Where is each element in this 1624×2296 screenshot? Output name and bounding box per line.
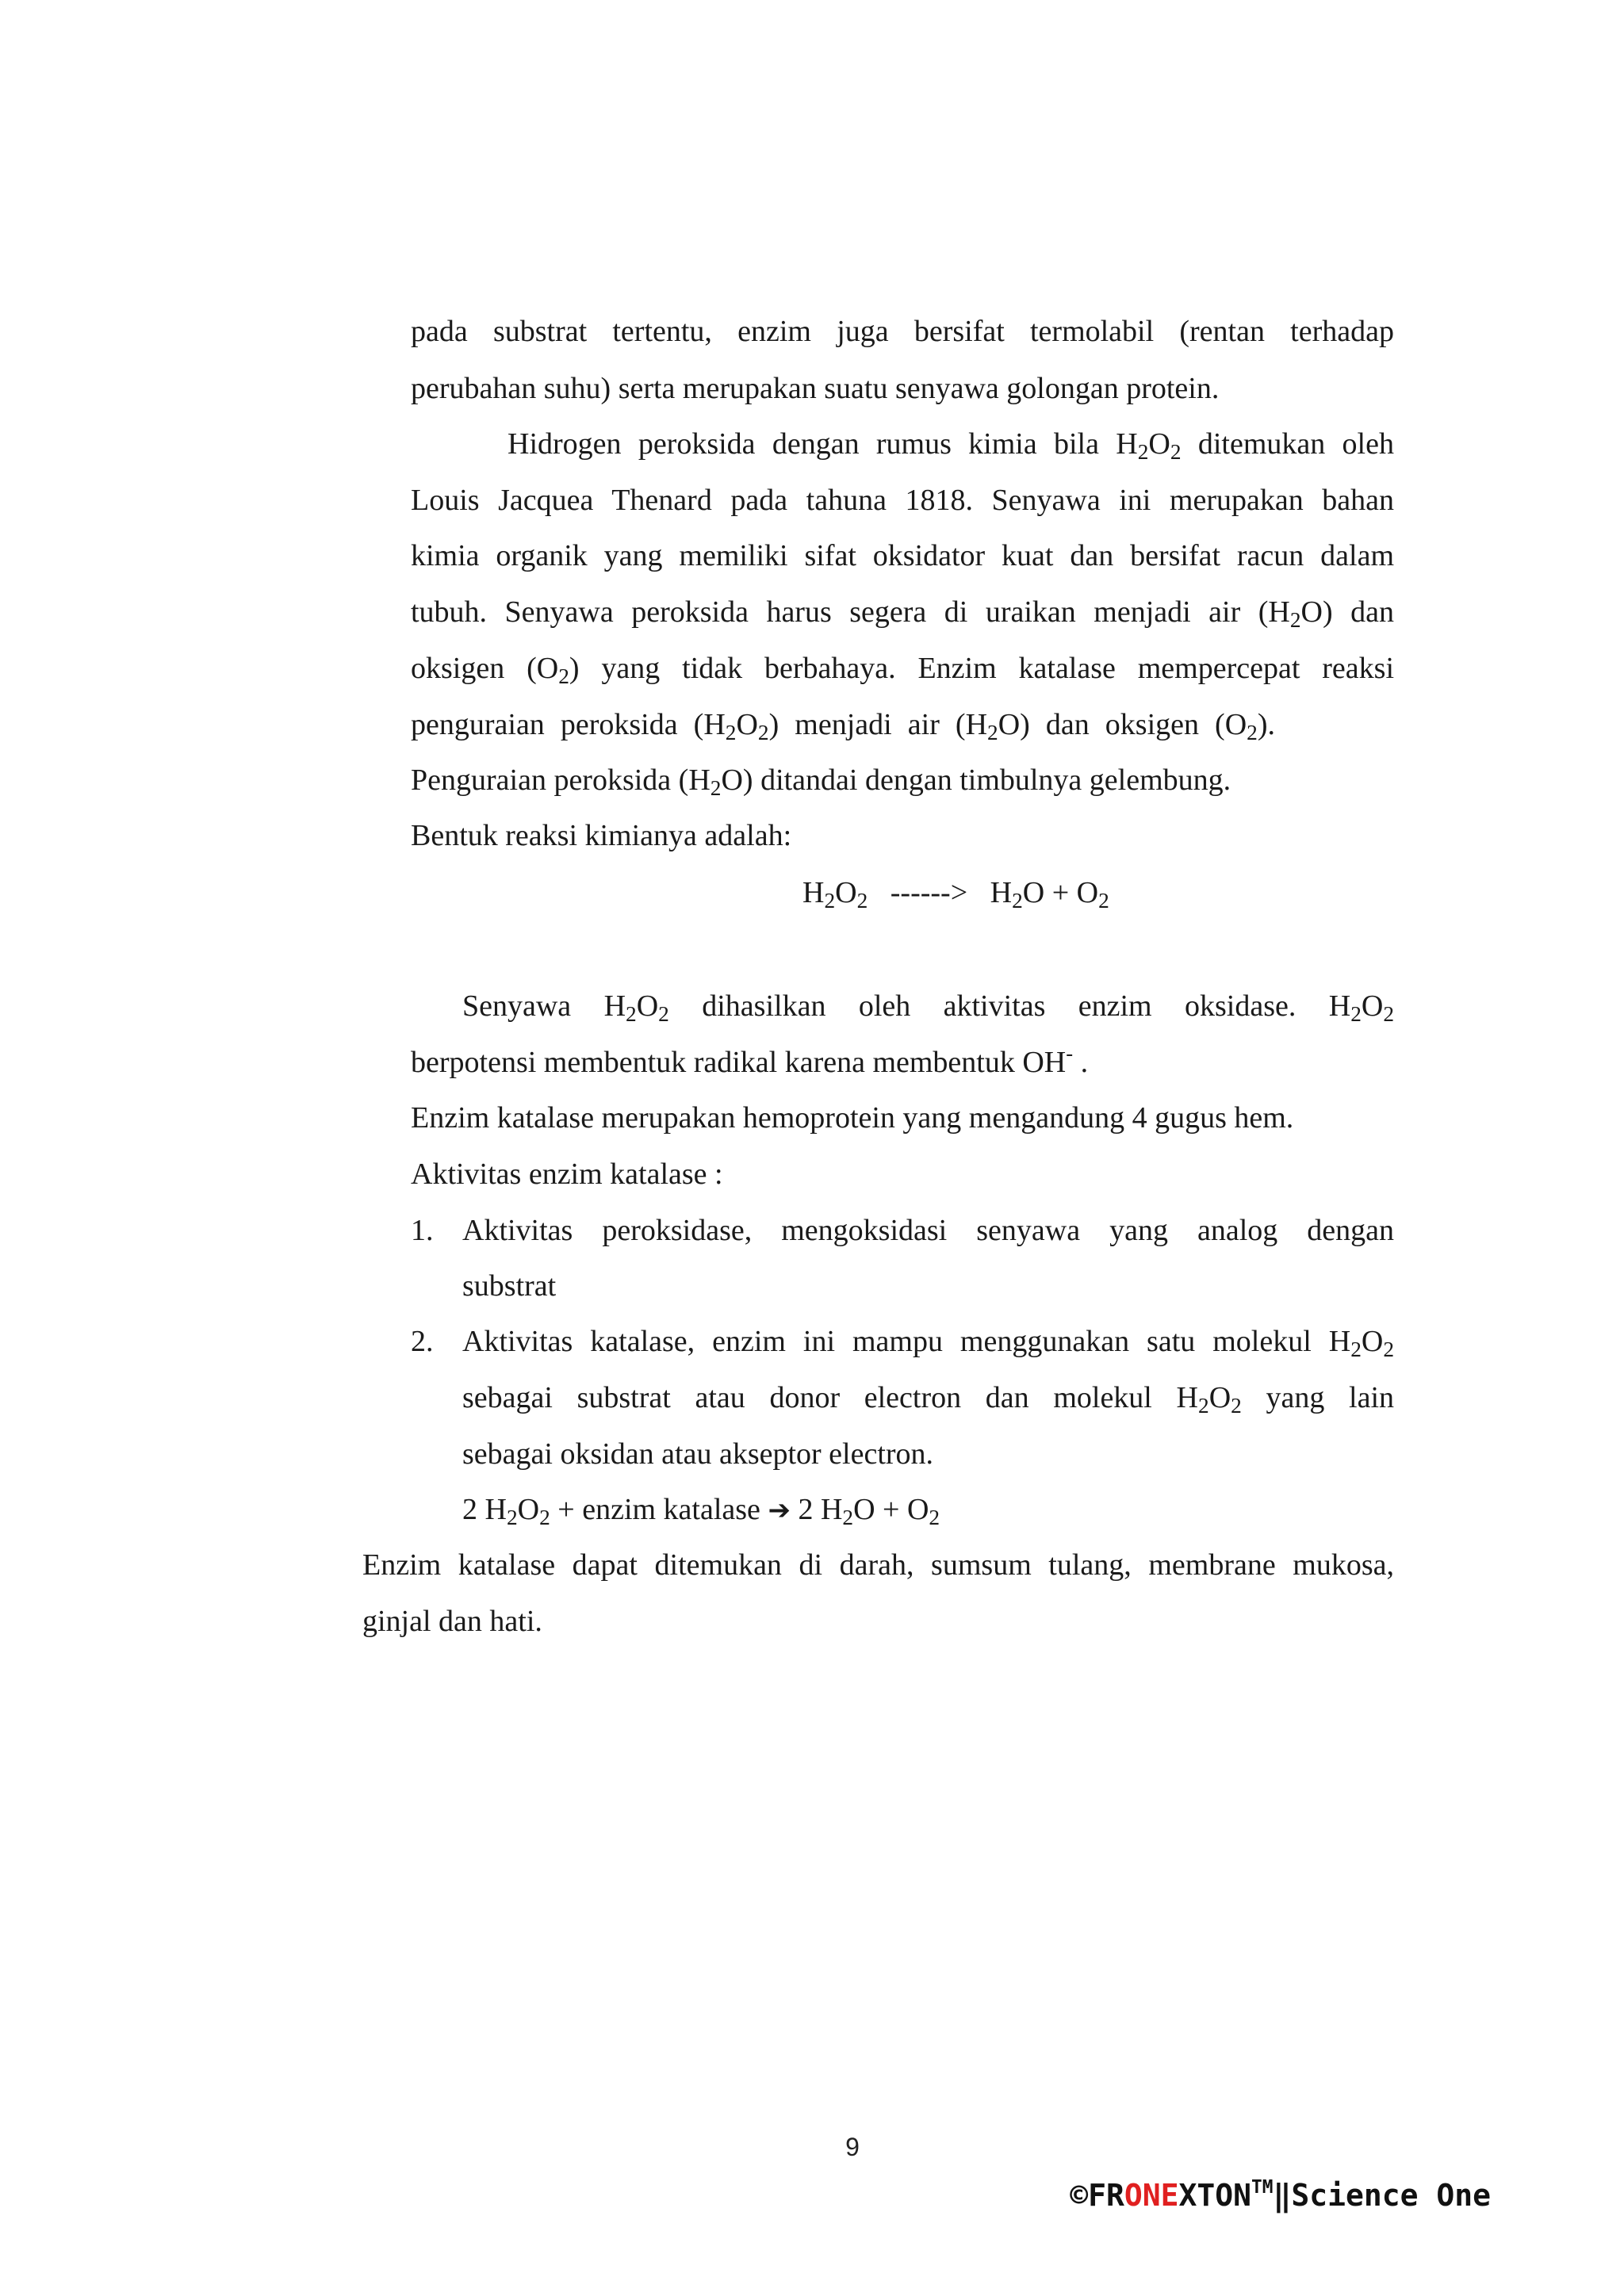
list-number-2: 2. xyxy=(411,1325,434,1358)
list-item-2-line2: sebagai substrat atau donor electron dan molekul $H_2O_2$ yang lain xyxy=(462,1381,1395,1418)
list-item-2-line3: sebagai oksidan atau akseptor electron. xyxy=(462,1437,934,1471)
para2-line5: oksigen $(O_2)$ yang tidak berbahaya. Enzim katalase mempercepat reaksi xyxy=(411,652,1395,688)
para3-line2: berpotensi membentuk radikal karena membentuk OH- . xyxy=(411,1041,1089,1079)
para3-line3: Enzim katalase merupakan hemoprotein yang mengandung 4 gugus hem. xyxy=(411,1101,1294,1135)
para1-line1: pada substrat tertentu, enzim juga bersifat termolabil (rentan terhadap xyxy=(411,315,1394,348)
para2-line1: Hidrogen peroksida dengan rumus kimia bila $H_2O_2$ ditemukan oleh xyxy=(508,427,1394,464)
list-item-1-line2: substrat xyxy=(462,1269,557,1303)
para4-line1: Enzim katalase dapat ditemukan di darah, sumsum tulang, membrane mukosa, xyxy=(362,1548,1394,1582)
para3-line4: Aktivitas enzim katalase : xyxy=(411,1158,723,1191)
formula-h2o2: $H_2O_2$ xyxy=(1116,427,1182,464)
para2-line4: tubuh. Senyawa peroksida harus segera di uraikan menjadi air $(H_2O)$ dan xyxy=(411,595,1394,632)
para3-line1: Senyawa $H_2O_2$ dihasilkan oleh aktivitas enzim oksidase. $H_2O_2$ xyxy=(462,989,1395,1026)
list-item-1-line1: Aktivitas peroksidase, mengoksidasi senyawa yang analog dengan xyxy=(462,1214,1394,1247)
para2-line7: Penguraian peroksida $(H_2O)$ ditandai dengan timbulnya gelembung. xyxy=(411,763,1231,800)
list-number-1: 1. xyxy=(411,1214,434,1247)
para1-line2: perubahan suhu) serta merupakan suatu senyawa golongan protein. xyxy=(411,372,1220,405)
para2-line3: kimia organik yang memiliki sifat oksidator kuat dan bersifat racun dalam xyxy=(411,539,1394,572)
catalase-formula: 2 $H_2O_2$ + enzim katalase ➔ 2 $H_2O + O_2$ xyxy=(462,1493,940,1529)
arrow-right-icon: ➔ xyxy=(768,1494,791,1526)
para2-line8: Bentuk reaksi kimianya adalah: xyxy=(411,819,792,852)
para2-line2: Louis Jacquea Thenard pada tahuna 1818. Senyawa ini merupakan bahan xyxy=(411,484,1394,517)
reaction-arrow: ------> xyxy=(890,876,968,909)
para2-line6: penguraian peroksida $(H_2O_2)$ menjadi air $(H_2O)$ dan oksigen $(O_2)$. xyxy=(411,708,1275,744)
footer-brand: ©FRONEXTON™‖Science One xyxy=(1070,2177,1491,2213)
para4-line2: ginjal dan hati. xyxy=(362,1605,542,1638)
page-number: 9 xyxy=(845,2133,860,2161)
reaction-formula: $H_2O_2$ ------> $H_2O + O_2$ xyxy=(802,876,1109,913)
list-item-2-line1: Aktivitas katalase, enzim ini mampu menggunakan satu molekul $H_2O_2$ xyxy=(462,1325,1395,1361)
